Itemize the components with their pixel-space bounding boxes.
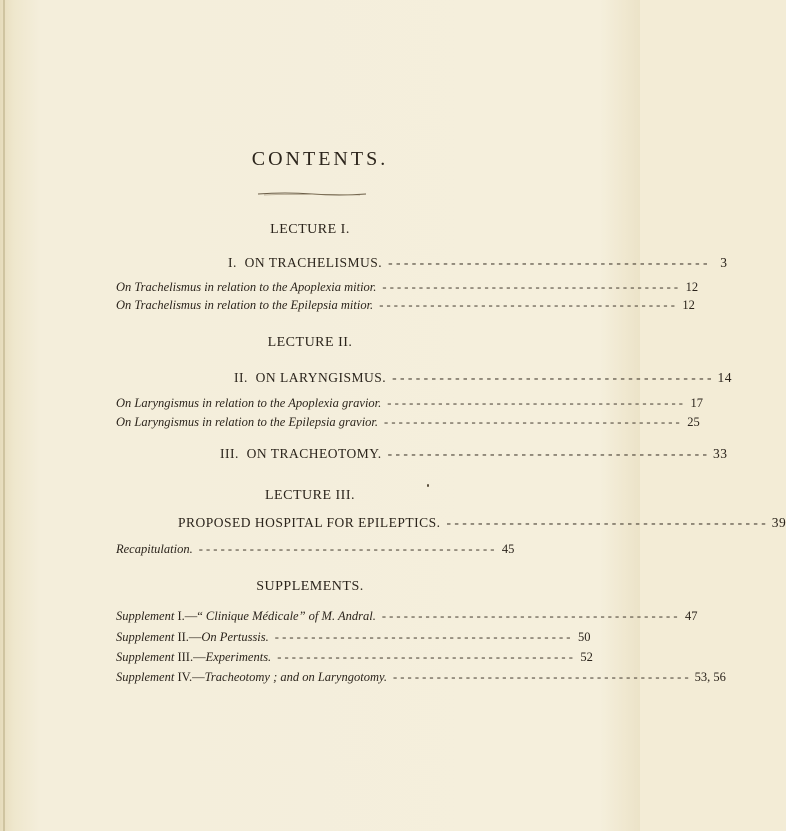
- toc-entry-label: On Laryngismus in relation to the Apoplexia gravior.: [116, 396, 382, 410]
- ornamental-rule: [258, 192, 366, 196]
- toc-entry-trachelismus-apoplexia: [116, 280, 699, 298]
- toc-entry-label: Supplement III.—Experiments.: [116, 650, 272, 664]
- toc-entry-supplement-1: [116, 609, 698, 627]
- page-binding-edge: [3, 0, 5, 831]
- page-number: 50: [577, 630, 591, 644]
- page-number: 52: [580, 650, 593, 664]
- toc-entry-laryngismus-epilepsia: [116, 415, 700, 433]
- section-heading-lecture-2: LECTURE II.: [267, 335, 353, 350]
- toc-entry-label: Recapitulation.: [116, 542, 193, 556]
- toc-entry-label: III. ON TRACHEOTOMY.: [220, 446, 382, 461]
- page-number: 45: [501, 542, 515, 556]
- dot-leader: - - - - - - - - - - - - - - - - - - - - - - - - - - - - - - - - - - - - - - - - -: [384, 415, 680, 429]
- toc-entry-label: PROPOSED HOSPITAL FOR EPILEPTICS.: [178, 515, 441, 530]
- toc-entry-label: On Trachelismus in relation to the Apoplexia mitior.: [116, 280, 377, 294]
- section-heading-supplements: SUPPLEMENTS.: [256, 579, 364, 594]
- toc-entry-label: On Laryngismus in relation to the Epilepsia gravior.: [116, 415, 379, 429]
- toc-entry-proposed-hospital: [178, 515, 786, 533]
- page-number: 14: [717, 370, 732, 385]
- dot-leader: - - - - - - - - - - - - - - - - - - - - - - - - - - - - - - - - - - - - - - - - -: [382, 280, 679, 294]
- toc-entry-trachelismus-epilepsia: [116, 298, 695, 316]
- page-number: 39: [771, 515, 786, 530]
- page-number: 47: [685, 609, 698, 623]
- section-heading-lecture-3: LECTURE III.: [265, 488, 355, 503]
- toc-entry-label: Supplement IV.—Tracheotomy ; and on Laryngotomy.: [116, 670, 387, 684]
- dot-leader: - - - - - - - - - - - - - - - - - - - - - - - - - - - - - - - - - - - - - - - - -: [277, 650, 573, 664]
- page-number: 25: [687, 415, 700, 429]
- toc-entry-supplement-3: [116, 650, 593, 668]
- ink-speck: [427, 484, 429, 487]
- page-number: 12: [682, 298, 695, 312]
- dot-leader: - - - - - - - - - - - - - - - - - - - - - - - - - - - - - - - - - - - - - - - - -: [392, 670, 689, 684]
- page-title: CONTENTS.: [251, 148, 389, 170]
- toc-entry-label: Supplement II.—On Pertussis.: [116, 630, 269, 644]
- toc-entry-label: Supplement I.—“ Clinique Médicale” of M. Andral.: [116, 609, 376, 623]
- page-number: 12: [685, 280, 699, 294]
- dot-leader: - - - - - - - - - - - - - - - - - - - - - - - - - - - - - - - - - - - - - - - - -: [392, 370, 712, 385]
- dot-leader: - - - - - - - - - - - - - - - - - - - - - - - - - - - - - - - - - - - - - - - - -: [381, 609, 678, 623]
- toc-entry-label: I. ON TRACHELISMUS.: [228, 255, 383, 270]
- dot-leader: - - - - - - - - - - - - - - - - - - - - - - - - - - - - - - - - - - - - - - - - -: [198, 542, 495, 556]
- toc-entry-tracheotomy: [220, 446, 728, 464]
- dot-leader: - - - - - - - - - - - - - - - - - - - - - - - - - - - - - - - - - - - - - - - - -: [379, 298, 675, 312]
- toc-entry-supplement-4: [116, 670, 726, 688]
- toc-entry-label: On Trachelismus in relation to the Epilepsia mitior.: [116, 298, 374, 312]
- toc-entry-trachelismus: [228, 255, 728, 273]
- page-number: 3: [720, 255, 728, 270]
- page-number: 17: [690, 396, 703, 410]
- dot-leader: - - - - - - - - - - - - - - - - - - - - - - - - - - - - - - - - - - - - - - - - -: [446, 515, 766, 530]
- toc-entry-laryngismus-apoplexia: [116, 396, 703, 414]
- page-number: 53, 56: [694, 670, 726, 684]
- dot-leader: - - - - - - - - - - - - - - - - - - - - - - - - - - - - - - - - - - - - - - - - -: [387, 446, 707, 461]
- page-number: 33: [712, 446, 728, 461]
- toc-entry-supplement-2: [116, 630, 591, 648]
- toc-entry-recapitulation: [116, 542, 515, 560]
- dot-leader: - - - - - - - - - - - - - - - - - - - - - - - - - - - - - - - - - - - - - - - - -: [387, 396, 683, 410]
- toc-entry-laryngismus: [234, 370, 732, 388]
- section-heading-lecture-1: LECTURE I.: [270, 222, 350, 237]
- dot-leader: - - - - - - - - - - - - - - - - - - - - - - - - - - - - - - - - - - - - - - - - -: [274, 630, 571, 644]
- dot-leader: - - - - - - - - - - - - - - - - - - - - - - - - - - - - - - - - - - - - - - - - -: [388, 255, 708, 270]
- toc-entry-label: II. ON LARYNGISMUS.: [234, 370, 387, 385]
